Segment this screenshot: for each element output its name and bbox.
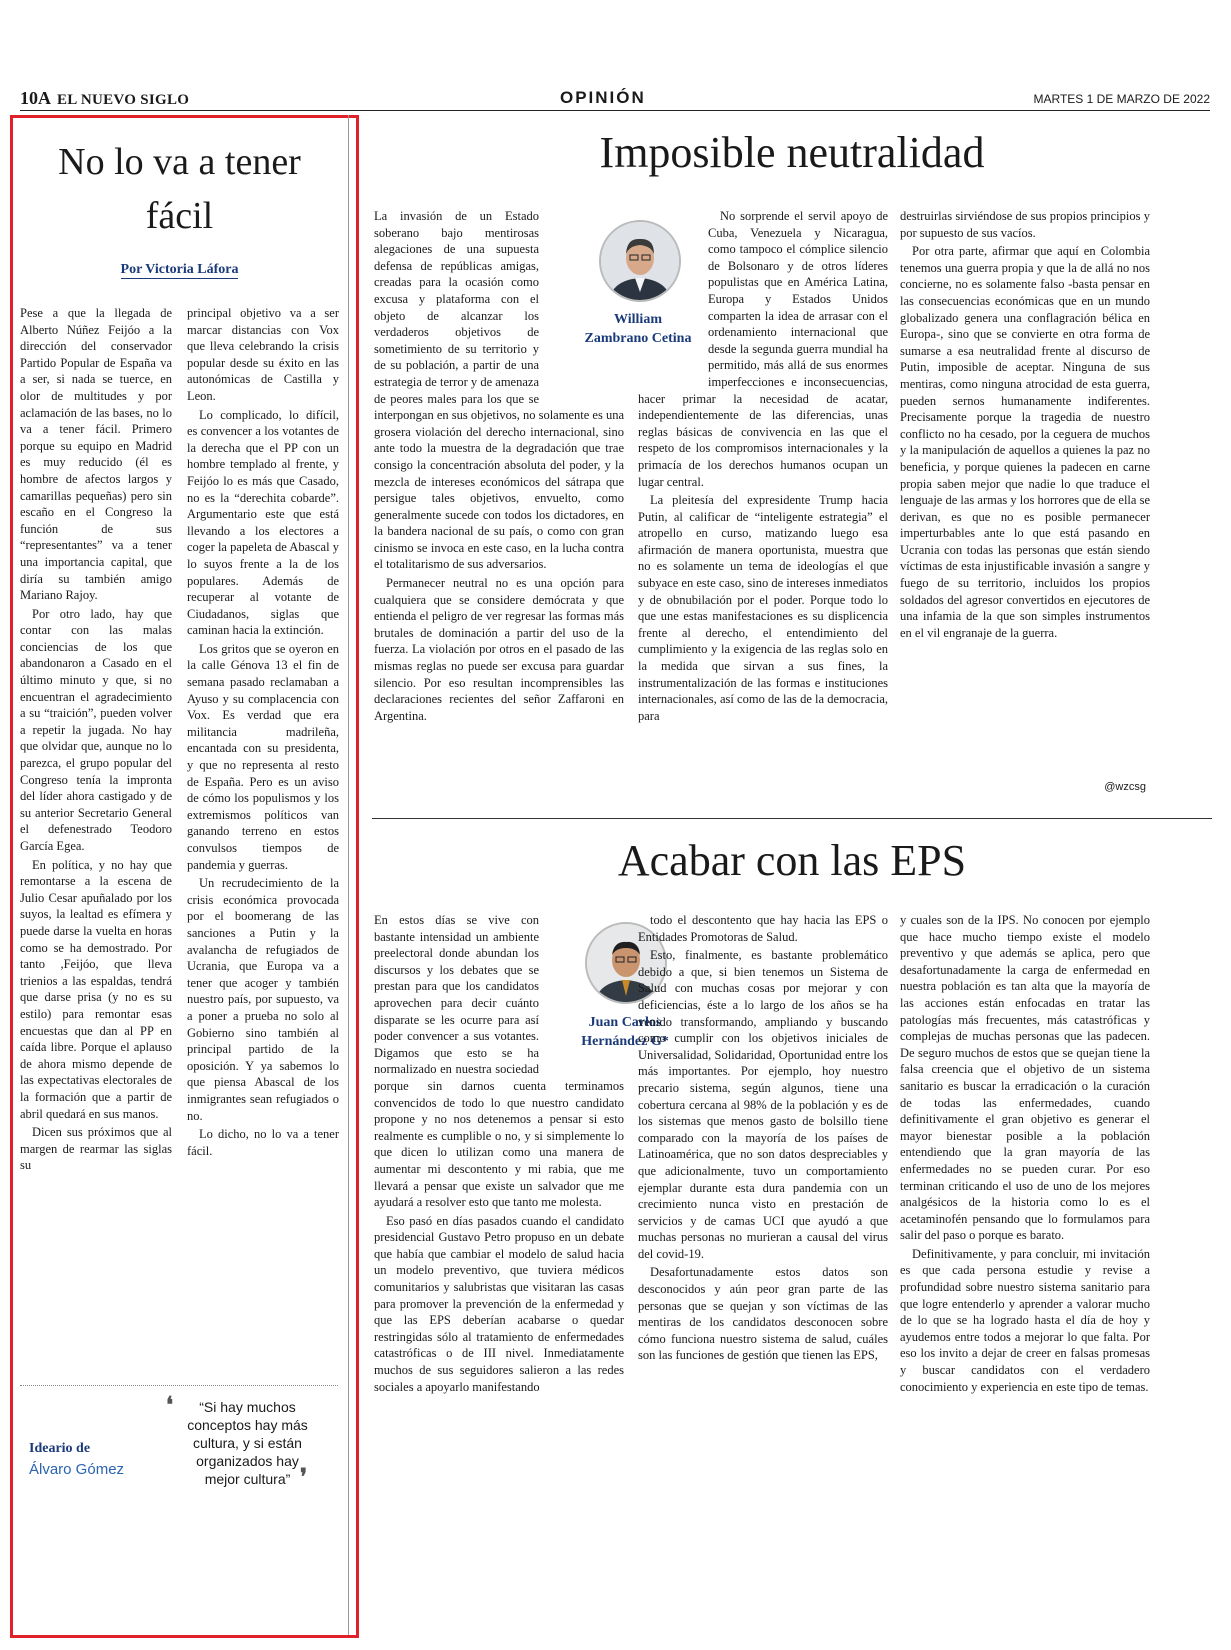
paragraph: La pleitesía del expresidente Trump hacia Putin, al calificar de “inteligente estrategia” el atropello en curso, matizando luego esa afirmación de manera oportunista, muestra que no es solamente un tema de ideologías el que subyace en este caso, sino de intereses inmediatos y de obnubilación por el poder. Porque todo lo que une estas manifestaciones es su displicencia frente al derecho, el entendimiento del cumplimiento y la exigencia de las reglas solo en la medida que sirvan a sus fines, la instrumentalización de las formas e instituciones internacionales, así como de las de la democracia, para (638, 493, 888, 723)
paragraph: Definitivamente, y para concluir, mi invitación es que cada persona estudie y revise a profundidad sobre nuestro sistema sanitario para que logre entenderlo y aprender a valorar mucho de lo que se ha logrado hasta el día de hoy y ayudemos entre todos a mejorar lo que falta. Por eso los invito a dejar de creer en falsas promesas y buscar candidatos con el verdadero conocimiento y experiencia en este tipo de temas. (900, 1246, 1150, 1394)
article-1-column-1 (374, 208, 624, 803)
paragraph: Los gritos que se oyeron en la calle Génova 13 el fin de semana pasado reclamaban a Ayuso y su complacencia con Vox. Es verdad que era militancia madrileña, encantada con su presidenta, y que no representa al resto de España. Pero es un aviso de cómo los populismos y los extremismos políticos van ganando terreno en estos convulsos tiempos de pandemia y guerras. (187, 641, 339, 872)
left-article-column-2 (187, 305, 339, 1380)
open-quote-icon: ❛ (166, 1392, 174, 1417)
article-1-column-2 (638, 208, 888, 803)
paragraph: Por otra parte, afirmar que aquí en Colombia tenemos una guerra propia y que la de allá no nos concierne, no es solamente falso -basta pensar en las consecuencias económicas que en un mundo globalizado genera una conflagración bélica en Europa-, sino que se convierte en otra forma de sumarse a esa neutralidad frente al discurso de Putin, imposible de aceptar. Ninguna de sus mentiras, como ninguna atrocidad de esta guerra, pueden sernos humanamente indiferentes. Precisamente porque la tragedia de nuestro conflicto no ha cesado, por la ceguera de muchos y la manipulación de aquellos a quienes la paz no beneficia, y porque quienes la padecen en carne propia saben mejor que nadie lo que traduce el lenguaje de las armas y los horrores que de ella se derivan, es que no es posible permanecer imperturbables ante lo que está pasando en Ucrania con todas las personas que están siendo víctimas de esta injustificable invasión a sangre y fuego de su territorio, incluidos los propios soldados del agresor convertidos en ejecutores de una infamia de la que son simples instrumentos en el vil engranaje de la guerra. (900, 244, 1150, 640)
paragraph: Lo complicado, lo difícil, es convencer a los votantes de la derecha que el PP con un hombre templado al frente, y Feijóo lo es más que Casado, no es la “derechita cobarde”. Argumentario este que está llevando a los electores a coger la papeleta de Abascal y lo suyos frente a la de los populares. Además de recuperar al votante de Ciudadanos, siglas que caminan hacia la extinción. (187, 407, 339, 638)
newspaper-name: EL NUEVO SIGLO (57, 92, 190, 108)
section-name: OPINIÓN (560, 88, 646, 107)
article-2-column-3 (900, 912, 1150, 1612)
paragraph: Desafortunadamente estos datos son desconocidos y aún peor gran parte de las personas que se quejan y son víctimas de las mentiras de los candidatos desconocen sobre cómo funciona nuestro sistema de salud, cuáles son las funciones de gestión que tienen las EPS, (638, 1265, 888, 1363)
paragraph: En política, y no hay que remontarse a la escena de Julio Cesar apuñalado por los suyos, la lealtad es efímera y puede darse la vuelta en horas como se ha demostrado. Por tanto ,Feijóo, que lleva trienios a las espaldas, tendrá que darse prisa (y no es su estilo) para remontar esas encuestas que dan al PP en caída libre. Porque el aplauso de ahora mismo depende de las expectativas electorales de la formación que a partir de abril quedará en sus manos. (20, 857, 172, 1121)
article-1-title: Imposible neutralidad (599, 128, 985, 177)
paragraph: Dicen sus próximos que al margen de rearmar las siglas su (20, 1125, 172, 1173)
article-1-author: William Zambrano Cetina (584, 312, 692, 346)
article-2-title: Acabar con las EPS (617, 836, 967, 885)
page-masthead (20, 88, 189, 109)
article-1-column-3 (900, 208, 1150, 788)
divider (20, 1385, 338, 1386)
paragraph: Eso pasó en días pasados cuando el candidato presidencial Gustavo Petro propuso en un debate que había que cambiar el modelo de salud hacia un modelo preventivo, que tuviera médicos comunitarios y salubristas que visitaran las casas para promover la prevención de la enfermedad y que las EPS deberían acabarse o quedar restringidas sólo al tratamiento de enfermedades catastróficas o de III nivel. Inmediatamente muchos de sus seguidores salieron a las redes sociales a apoyarlo manifestando (374, 1213, 624, 1394)
article-2-author: Juan Carlos Hernández G* (581, 1015, 669, 1049)
ideario-name: Álvaro Gómez (29, 1461, 125, 1478)
paragraph: Pese a que la llegada de Alberto Núñez Feijóo a la dirección del conservador Partido Popular de España va a ser, si nada se tuerce, en olor de multitudes y por aclamación de las bases, no lo va a tener fácil. Primero porque su equipo en Madrid es muy reducido (él es hombre de afectos largos y camarillas pequeñas) pero sin escaño en el Congreso la función de sus “representantes” va a tener una importancia capital, que diría su también amigo Mariano Rajoy. (20, 306, 172, 603)
paragraph: todo el descontento que hay hacia las EPS o Entidades Promotoras de Salud. (638, 913, 888, 944)
page-number: 10A (20, 88, 51, 108)
paragraph: principal objetivo va a ser marcar distancias con Vox que lleva celebrando la crisis popular desde su éxito en las autonómicas de Castilla y Leon. (187, 306, 339, 403)
ideario-label: Ideario de (29, 1441, 91, 1456)
article-2-column-1 (374, 912, 624, 1612)
paragraph: No sorprende el servil apoyo de Cuba, Venezuela y Nicaragua, como tampoco el cómplice silencio de Bolsonaro y de otros líderes populistas que en América Latina, Europa y Estados Unidos comparten la idea de arrasar con el ordenamiento internacional que desde la segunda guerra mundial ha permitido, más allá de sus enormes imperfecciones e inconsecuencias, hacer primar la necesidad de acatar, independientemente de las diferencias, unas reglas básicas de convivencia en las que el respeto de los compromisos internacionales y la primacía de los derechos humanos ocupan un lugar central. (638, 209, 888, 489)
paragraph: Por otro lado, hay que contar con las malas conciencias de los que abandonaron a Casado en el último minuto y que, si no encuentran el agradecimiento a su “traición”, pueden volver a repetir la jugada. No hay que olvidar que, aunque no lo parezca, el grupo popular del Congreso tenía la impronta del líder ahora castigado y de su anterior Secretario General el defenestrado Teodoro García Egea. (20, 606, 172, 853)
paragraph: Permanecer neutral no es una opción para cualquiera que se considere demócrata y que entienda el peligro de ver regresar las formas más brutales de dominación a partir del uso de la fuerza. La violación por otros en el pasado de las mismas reglas no puede ser excusa para guardar silencio. Por eso resultan incomprensibles las declaraciones recientes del señor Zaffaroni en Argentina. (374, 576, 624, 723)
article-2-column-2 (638, 912, 888, 1612)
column-divider (348, 115, 349, 1635)
photo-spacer (638, 208, 708, 378)
paragraph: y cuales son de la IPS. No conocen por ejemplo que hace mucho tiempo existe el modelo preventivo y que además se aplica, pero que desafortunadamente la carga de enfermedad en nuestra población es tan alta que la mayoría de las acciones están enfocadas en tratar las patologías más frecuentes, más catastróficas y complejas de muchas personas que las padecen. De seguro muchos de estos que se quejan tiene la falsa creencia que el objetivo de un sistema sanitario es buscar la erradicación o la curación de todas las enfermedades, cuando definitivamente el gran objetivo es generar el mayor bienestar posible a la población entendiendo que la gran mayoría de las enfermedades no se pueden curar. Por eso terminan criticando el uso de uno de los mejores analgésicos de la historia como lo es el acetaminofén pensando que lo formulamos para salir del paso o porque es barato. (900, 913, 1150, 1243)
paragraph: La invasión de un Estado soberano bajo mentirosas alegaciones de una supuesta defensa de repúblicas amigas, creadas para la ocasión como excusa y plataforma con el objeto de alcanzar los verdaderos objetivos de sometimiento de su territorio y de su población, a partir de una estrategia de terror y de amenaza de peores males para los que se interpongan en sus objetivos, no solamente es una grosera violación del derecho internacional, sino ante todo la muestra de la degradación que trae consigo la concentración absoluta del poder, y la mezcla de intereses económicos del sátrapa que persigue tales objetivos, envuelto, como generalmente sucede con todos los dictadores, en la bandera nacional de su país, o como con gran cinismo se invoca en este caso, en la lucha contra el totalitarismo de sus adversarios. (374, 209, 624, 572)
paragraph: Esto, finalmente, es bastante problemático debido a que, si bien tenemos un Sistema de Salud con muchas cosas por mejorar y con deficiencias, éste a lo largo de los años se ha venido transformando, ampliando y buscando como cumplir con los objetivos iniciales de Universalidad, Solidaridad, Oportunidad entre los más importantes. Por ejemplo, hoy nuestro precario sistema, según algunos, tiene una cobertura cercana al 98% de la población y es de los sistemas que menos gasto de bolsillo tiene comparado con la mayoría de los países de Latinoamérica, que no son datos despreciables y que adicionalmente, tuvo un comportamiento ejemplar durante esta dura pandemia con un crecimiento nunca visto en prestación de servicios y de camas UCI que ayudó a que muchas personas no murieran a causal del virus del covid-19. (638, 948, 888, 1261)
paragraph: Un recrudecimiento de la crisis económica provocada por el boomerang de las sanciones a Putin y la avalancha de refugiados de Ucrania, que Europa va a tener que acoger y también nuestro país, por supuesto, va a poner a prueba no solo al Gobierno sino también al principal partido de la oposición. Y ya sabemos lo que piensa Abascal de los inmigrantes sean refugiados o no. (187, 876, 339, 1123)
left-article-byline (22, 262, 337, 278)
photo-spacer (539, 208, 624, 398)
paragraph: En estos días se vive con bastante intensidad un ambiente preelectoral donde abundan los discursos y los debates que se prestan para que los candidatos aprovechen para decir cuánto disparate se les ocurre para así poder convencer a sus votantes. Digamos que esto se ha normalizado en nuestra sociedad porque sin darnos cuenta terminamos convencidos de todo lo que nuestro candidato propone y no nos detenemos a pensar si esto realmente es cumplible o no, y si simplemente lo que dicen lo utilizan como una manera de aumentar mi descontento y mi rabia, que me llevará a pensar que existe un salvador que me ayudará a resolver esto que tanto me molesta. (374, 913, 624, 1210)
article-divider (372, 818, 1212, 819)
left-article-column-1 (20, 305, 172, 1380)
paragraph: Lo dicho, no lo va a tener fácil. (187, 1127, 339, 1158)
photo-spacer (539, 912, 624, 1072)
issue-date: MARTES 1 DE MARZO DE 2022 (1033, 92, 1210, 106)
close-quote-icon: ❜ (300, 1464, 308, 1489)
byline-text: Por Victoria Láfora (120, 262, 239, 277)
page-header (20, 88, 1210, 111)
left-article-title: No lo va a tener fácil (58, 141, 301, 237)
paragraph: destruirlas sirviéndose de sus propios principios y por supuesto de sus vacíos. (900, 209, 1150, 240)
author-handle: @wzcsg (1104, 781, 1146, 793)
ideario-quote: “Si hay muchos conceptos hay más cultura, y si están organizados hay mejor cultura” (187, 1399, 308, 1487)
